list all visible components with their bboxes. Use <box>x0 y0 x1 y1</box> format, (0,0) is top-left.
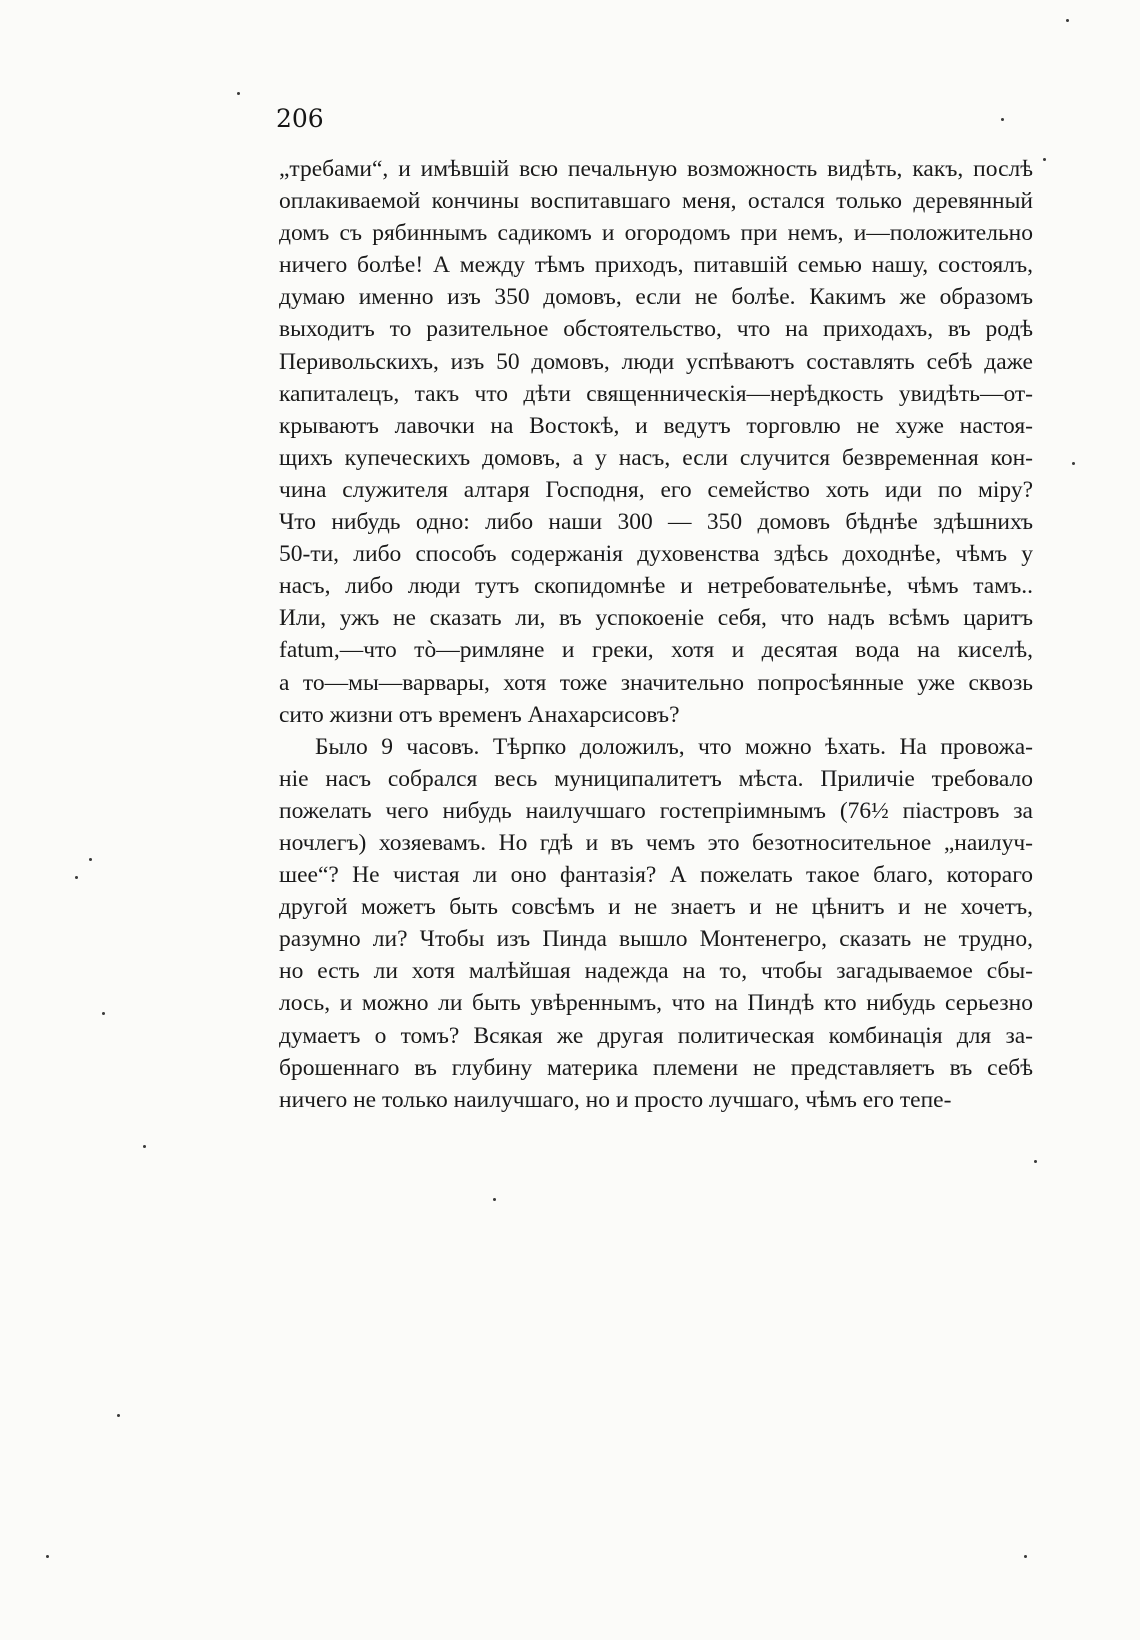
scan-speck <box>75 876 78 879</box>
text-line: 50-ти, либо способъ содержанія духовенства здѣсь доходнѣе, чѣмъ у <box>279 541 1033 568</box>
text-line: fatum,—что тò—римляне и греки, хотя и десятая вода на киселѣ, <box>279 637 1033 664</box>
text-line: выходитъ то разительное обстоятельство, что на приходахъ, въ родѣ <box>279 316 1033 343</box>
text-line: Перивольскихъ, изъ 50 домовъ, люди успѣваютъ составлять себѣ даже <box>279 348 1033 375</box>
text-line: ничего не только наилучшаго, но и просто лучшаго, чѣмъ его тепе- <box>279 1086 952 1113</box>
text-line: ночлегъ) хозяевамъ. Но гдѣ и въ чемъ это безотносительное „наилуч- <box>279 829 1033 856</box>
text-line: насъ, либо люди тутъ скопидомнѣе и нетребовательнѣе, чѣмъ тамъ.. <box>279 573 1033 600</box>
text-line: ніе насъ собрался весь муниципалитетъ мѣста. Приличіе требовало <box>279 765 1033 792</box>
text-line: шее“? Не чистая ли оно фантазія? А пожелать такое благо, котораго <box>279 862 1033 889</box>
text-line: а то—мы—варвары, хотя тоже значительно попросѣянные уже сквозь <box>279 669 1033 696</box>
scan-speck <box>1066 19 1069 22</box>
scan-speck <box>1072 462 1075 465</box>
scan-speck <box>117 1414 120 1417</box>
text-line: думаю именно изъ 350 домовъ, если не болѣе. Какимъ же образомъ <box>279 284 1033 311</box>
text-line: сито жизни отъ временъ Анахарсисовъ? <box>279 701 680 728</box>
text-line: пожелать чего нибудь наилучшаго гостепріимнымъ (76½ піастровъ за <box>279 797 1033 824</box>
scan-speck <box>1024 1555 1027 1558</box>
scan-speck <box>102 1012 105 1015</box>
text-line: другой можетъ быть совсѣмъ и не знаетъ и не цѣнитъ и не хочетъ, <box>279 894 1033 921</box>
body-text <box>279 153 1033 1116</box>
text-line: щихъ купеческихъ домовъ, а у насъ, если случится безвременная кон- <box>279 444 1033 471</box>
page-number: 206 <box>276 104 324 133</box>
text-line: ничего болѣе! А между тѣмъ приходъ, питавшій семью нашу, состоялъ, <box>279 252 1033 279</box>
text-line: „требами“, и имѣвшій всю печальную возможность видѣть, какъ, послѣ <box>279 156 1033 182</box>
scan-speck <box>237 92 240 95</box>
scan-speck <box>46 1555 49 1558</box>
text-line: Что нибудь одно: либо наши 300 — 350 домовъ бѣднѣе здѣшнихъ <box>279 509 1033 536</box>
text-line: думаетъ о томъ? Всякая же другая политическая комбинація для за- <box>279 1022 1033 1049</box>
text-line: домъ съ рябиннымъ садикомъ и огородомъ при немъ, и—положительно <box>279 220 1033 247</box>
text-line: но есть ли хотя малѣйшая надежда на то, чтобы загадываемое сбы- <box>279 958 1033 985</box>
text-line: разумно ли? Чтобы изъ Пинда вышло Монтенегро, сказать не трудно, <box>279 926 1033 953</box>
scan-speck <box>1034 1160 1037 1163</box>
scan-speck <box>89 858 92 861</box>
scan-speck <box>1043 158 1046 161</box>
text-line: брошеннаго въ глубину материка племени не представляетъ въ себѣ <box>279 1054 1033 1081</box>
text-line: крываютъ лавочки на Востокѣ, и ведутъ торговлю не хуже настоя- <box>279 412 1033 439</box>
text-line: оплакиваемой кончины воспитавшаго меня, остался только деревянный <box>279 188 1033 215</box>
scan-speck <box>1001 118 1004 121</box>
scan-speck <box>143 1145 146 1148</box>
text-line: Было 9 часовъ. Тѣрпко доложилъ, что можно ѣхать. На провожа- <box>315 733 1033 760</box>
text-line: Или, ужъ не сказать ли, въ успокоеніе себя, что надъ всѣмъ царитъ <box>279 605 1033 632</box>
text-line: чина служителя алтаря Господня, его семейство хоть иди по міру? <box>279 476 1033 503</box>
scan-speck <box>493 1198 496 1201</box>
text-line: капиталецъ, такъ что дѣти священническія—нерѣдкость увидѣть—от- <box>279 380 1033 407</box>
text-line: лось, и можно ли быть увѣреннымъ, что на Пиндѣ кто нибудь серьезно <box>279 990 1033 1017</box>
